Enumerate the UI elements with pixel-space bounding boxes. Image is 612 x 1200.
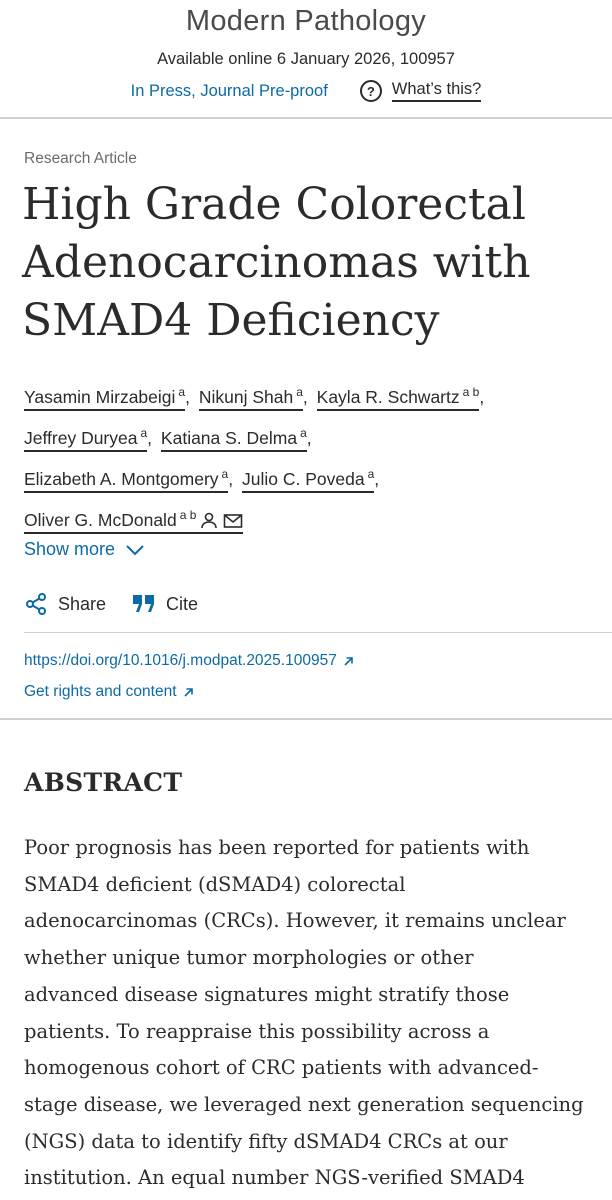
title-line: Adenocarcinomas with xyxy=(22,237,531,288)
author-link[interactable]: Katiana S. Delma $^a$ xyxy=(161,428,307,452)
external-link-icon xyxy=(183,687,194,698)
author-link[interactable]: Yasamin Mirzabeigi $^a$ xyxy=(24,387,185,411)
share-label: Share xyxy=(58,593,107,614)
author-link[interactable]: Julio C. Poveda $^a$ xyxy=(242,469,374,493)
abstract-text xyxy=(24,830,600,1197)
article-title xyxy=(22,176,602,350)
abstract-line: Poor prognosis has been reported for patients with xyxy=(24,836,530,859)
abstract-line: whether unique tumor morphologies or other xyxy=(24,946,474,970)
quote-icon xyxy=(132,593,156,615)
cite-label: Cite xyxy=(166,593,199,614)
author-link[interactable]: Nikunj Shah $^a$ xyxy=(199,387,303,411)
author-link[interactable]: Oliver G. McDonald $^{a b}$ xyxy=(24,510,243,534)
rights-link[interactable] xyxy=(24,683,194,701)
envelope-icon xyxy=(223,513,243,529)
article-status-row xyxy=(0,80,612,102)
abstract-line: institution. An equal number NGS-verified SMAD4 xyxy=(24,1166,525,1190)
abstract-line: stage disease, we leveraged next generation sequencing xyxy=(24,1092,584,1116)
person-icon xyxy=(200,511,218,529)
abstract-line: SMAD4 deficient (dSMAD4) colorectal xyxy=(24,872,406,896)
rights-text: Get rights and content xyxy=(24,683,177,700)
doi-link[interactable] xyxy=(24,652,354,670)
share-button[interactable] xyxy=(24,592,106,616)
abstract-line: (NGS) data to identify fifty dSMAD4 CRCs at our xyxy=(24,1129,508,1153)
article-actions xyxy=(24,592,198,616)
section-divider xyxy=(0,718,612,720)
share-icon xyxy=(24,592,48,616)
article-type: Research Article xyxy=(24,150,137,167)
author-list: Yasamin Mirzabeigi $^a$, Nikunj Shah $^a$, Kayla R. Schwartz $^{a b}$, Jeffrey Duryea $^a$, Katiana S. Delma $^a$, Elizabeth A. Montgomery $^a$, Julio C. Poveda $^a$, Oliver G. McDonald $^{a b}$ xyxy=(24,374,594,541)
abstract-line: patients. To reappraise this possibility across a xyxy=(24,1019,490,1043)
abstract-line: homogenous cohort of CRC patients with advanced- xyxy=(24,1056,539,1080)
title-line: SMAD4 Deficiency xyxy=(22,295,440,346)
header-divider xyxy=(0,117,612,119)
show-more-label: Show more xyxy=(24,539,116,559)
abstract-heading: ABSTRACT xyxy=(24,768,183,797)
chevron-down-icon xyxy=(125,544,145,556)
title-line: High Grade Colorectal xyxy=(22,179,526,230)
actions-divider xyxy=(24,632,612,633)
author-link[interactable]: Kayla R. Schwartz $^{a b}$ xyxy=(317,387,480,411)
cite-button[interactable] xyxy=(132,593,198,615)
doi-text: https://doi.org/10.1016/j.modpat.2025.100957 xyxy=(24,652,337,669)
show-more-button[interactable] xyxy=(24,539,145,560)
in-press-link[interactable]: In Press, Journal Pre-proof xyxy=(130,81,328,100)
whats-this-link[interactable]: What’s this? xyxy=(392,80,482,102)
abstract-line: advanced disease signatures might stratify those xyxy=(24,982,510,1006)
external-link-icon xyxy=(343,656,354,667)
publication-info: Available online 6 January 2026, 100957 xyxy=(157,50,455,68)
author-link[interactable]: Jeffrey Duryea $^a$ xyxy=(24,428,147,452)
abstract-line: adenocarcinomas (CRCs). However, it remains unclear xyxy=(24,909,566,933)
journal-name[interactable]: Modern Pathology xyxy=(185,5,427,37)
author-link[interactable]: Elizabeth A. Montgomery $^a$ xyxy=(24,469,228,493)
question-circle-icon[interactable]: ? xyxy=(360,80,382,102)
